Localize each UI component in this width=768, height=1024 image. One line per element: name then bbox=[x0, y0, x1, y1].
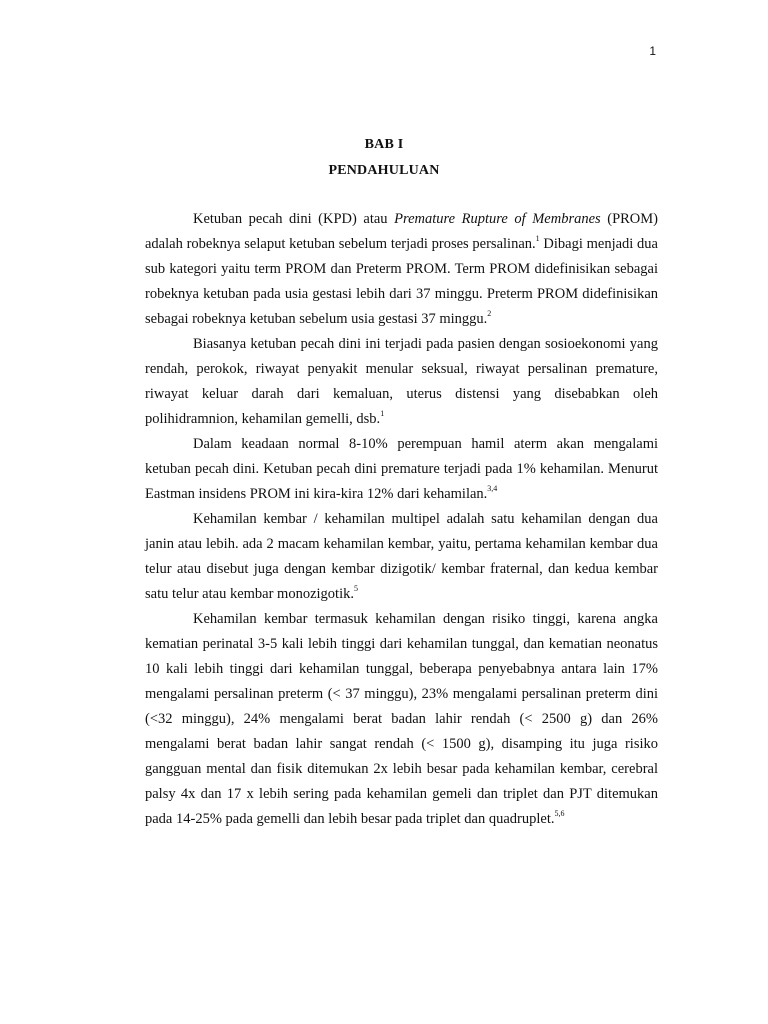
citation-ref: 2 bbox=[487, 309, 492, 318]
citation-ref: 5,6 bbox=[554, 809, 565, 818]
paragraph-2 bbox=[145, 332, 658, 432]
paragraph-text: Ketuban pecah dini (KPD) atau bbox=[193, 211, 395, 227]
chapter-title: PENDAHULUAN bbox=[328, 163, 440, 178]
citation-ref: 3,4 bbox=[487, 484, 498, 493]
paragraph-text: Dalam keadaan normal 8-10% perempuan hamil aterm akan mengalami ketuban pecah dini. Ketuban pecah dini premature terjadi pada 1% kehamilan. Menurut Eastman insidens PROM ini kira-kira 12% dari kehamilan. bbox=[145, 436, 658, 502]
page-number: 1 bbox=[649, 44, 656, 58]
italic-term: Premature Rupture of Membranes bbox=[394, 211, 601, 227]
paragraph-text: Biasanya ketuban pecah dini ini terjadi pada pasien dengan sosioekonomi yang rendah, perokok, riwayat penyakit menular seksual, riwayat persalinan premature, riwayat keluar darah dari kemaluan, uterus distensi yang disebabkan oleh polihidramnion, kehamilan gemelli, dsb. bbox=[145, 336, 658, 427]
citation-ref: 1 bbox=[380, 409, 385, 418]
paragraph-text: Kehamilan kembar termasuk kehamilan dengan risiko tinggi, karena angka kematian perinatal 3-5 kali lebih tinggi dari kehamilan tunggal, dan kematian neonatus 10 kali lebih tinggi dari kehamilan tunggal, beberapa penyebabnya antara lain 17% mengalami persalinan preterm (< 37 minggu), 23% mengalami persalinan preterm dini (<32 minggu), 24% mengalami berat badan lahir rendah (< 2500 g) dan 26% mengalami berat badan lahir sangat rendah (< 1500 g), disamping itu juga risiko gangguan mental dan fisik ditemukan 2x lebih besar pada kehamilan kembar, cerebral palsy 4x dan 17 x lebih sering pada kehamilan gemeli dan triplet dan PJT ditemukan pada 14-25% pada gemelli dan lebih besar pada triplet dan quadruplet. bbox=[145, 611, 658, 827]
paragraph-text: (PROM) adalah robeknya selaput ketuban sebelum terjadi proses persalinan. bbox=[145, 211, 658, 252]
paragraph-text: Dibagi menjadi dua sub kategori yaitu term PROM dan Preterm PROM. Term PROM didefinisikan sebagai robeknya ketuban pada usia gestasi lebih dari 37 minggu. Preterm PROM didefinisikan sebagai robeknya ketuban sebelum usia gestasi 37 minggu. bbox=[145, 236, 658, 327]
citation-ref: 5 bbox=[353, 584, 358, 593]
paragraph-4 bbox=[145, 507, 658, 607]
paragraph-3 bbox=[145, 432, 658, 507]
paragraph-text: Kehamilan kembar / kehamilan multipel adalah satu kehamilan dengan dua janin atau lebih. ada 2 macam kehamilan kembar, yaitu, pertama kehamilan kembar dua telur atau disebut juga dengan kembar dizigotik/ kembar fraternal, dan kedua kembar satu telur atau kembar monozigotik. bbox=[145, 511, 658, 602]
paragraph-1 bbox=[145, 207, 658, 332]
paragraph-5 bbox=[145, 607, 658, 832]
chapter-heading: BAB I bbox=[364, 137, 404, 152]
document-body bbox=[145, 207, 658, 832]
citation-ref: 1 bbox=[535, 234, 540, 243]
